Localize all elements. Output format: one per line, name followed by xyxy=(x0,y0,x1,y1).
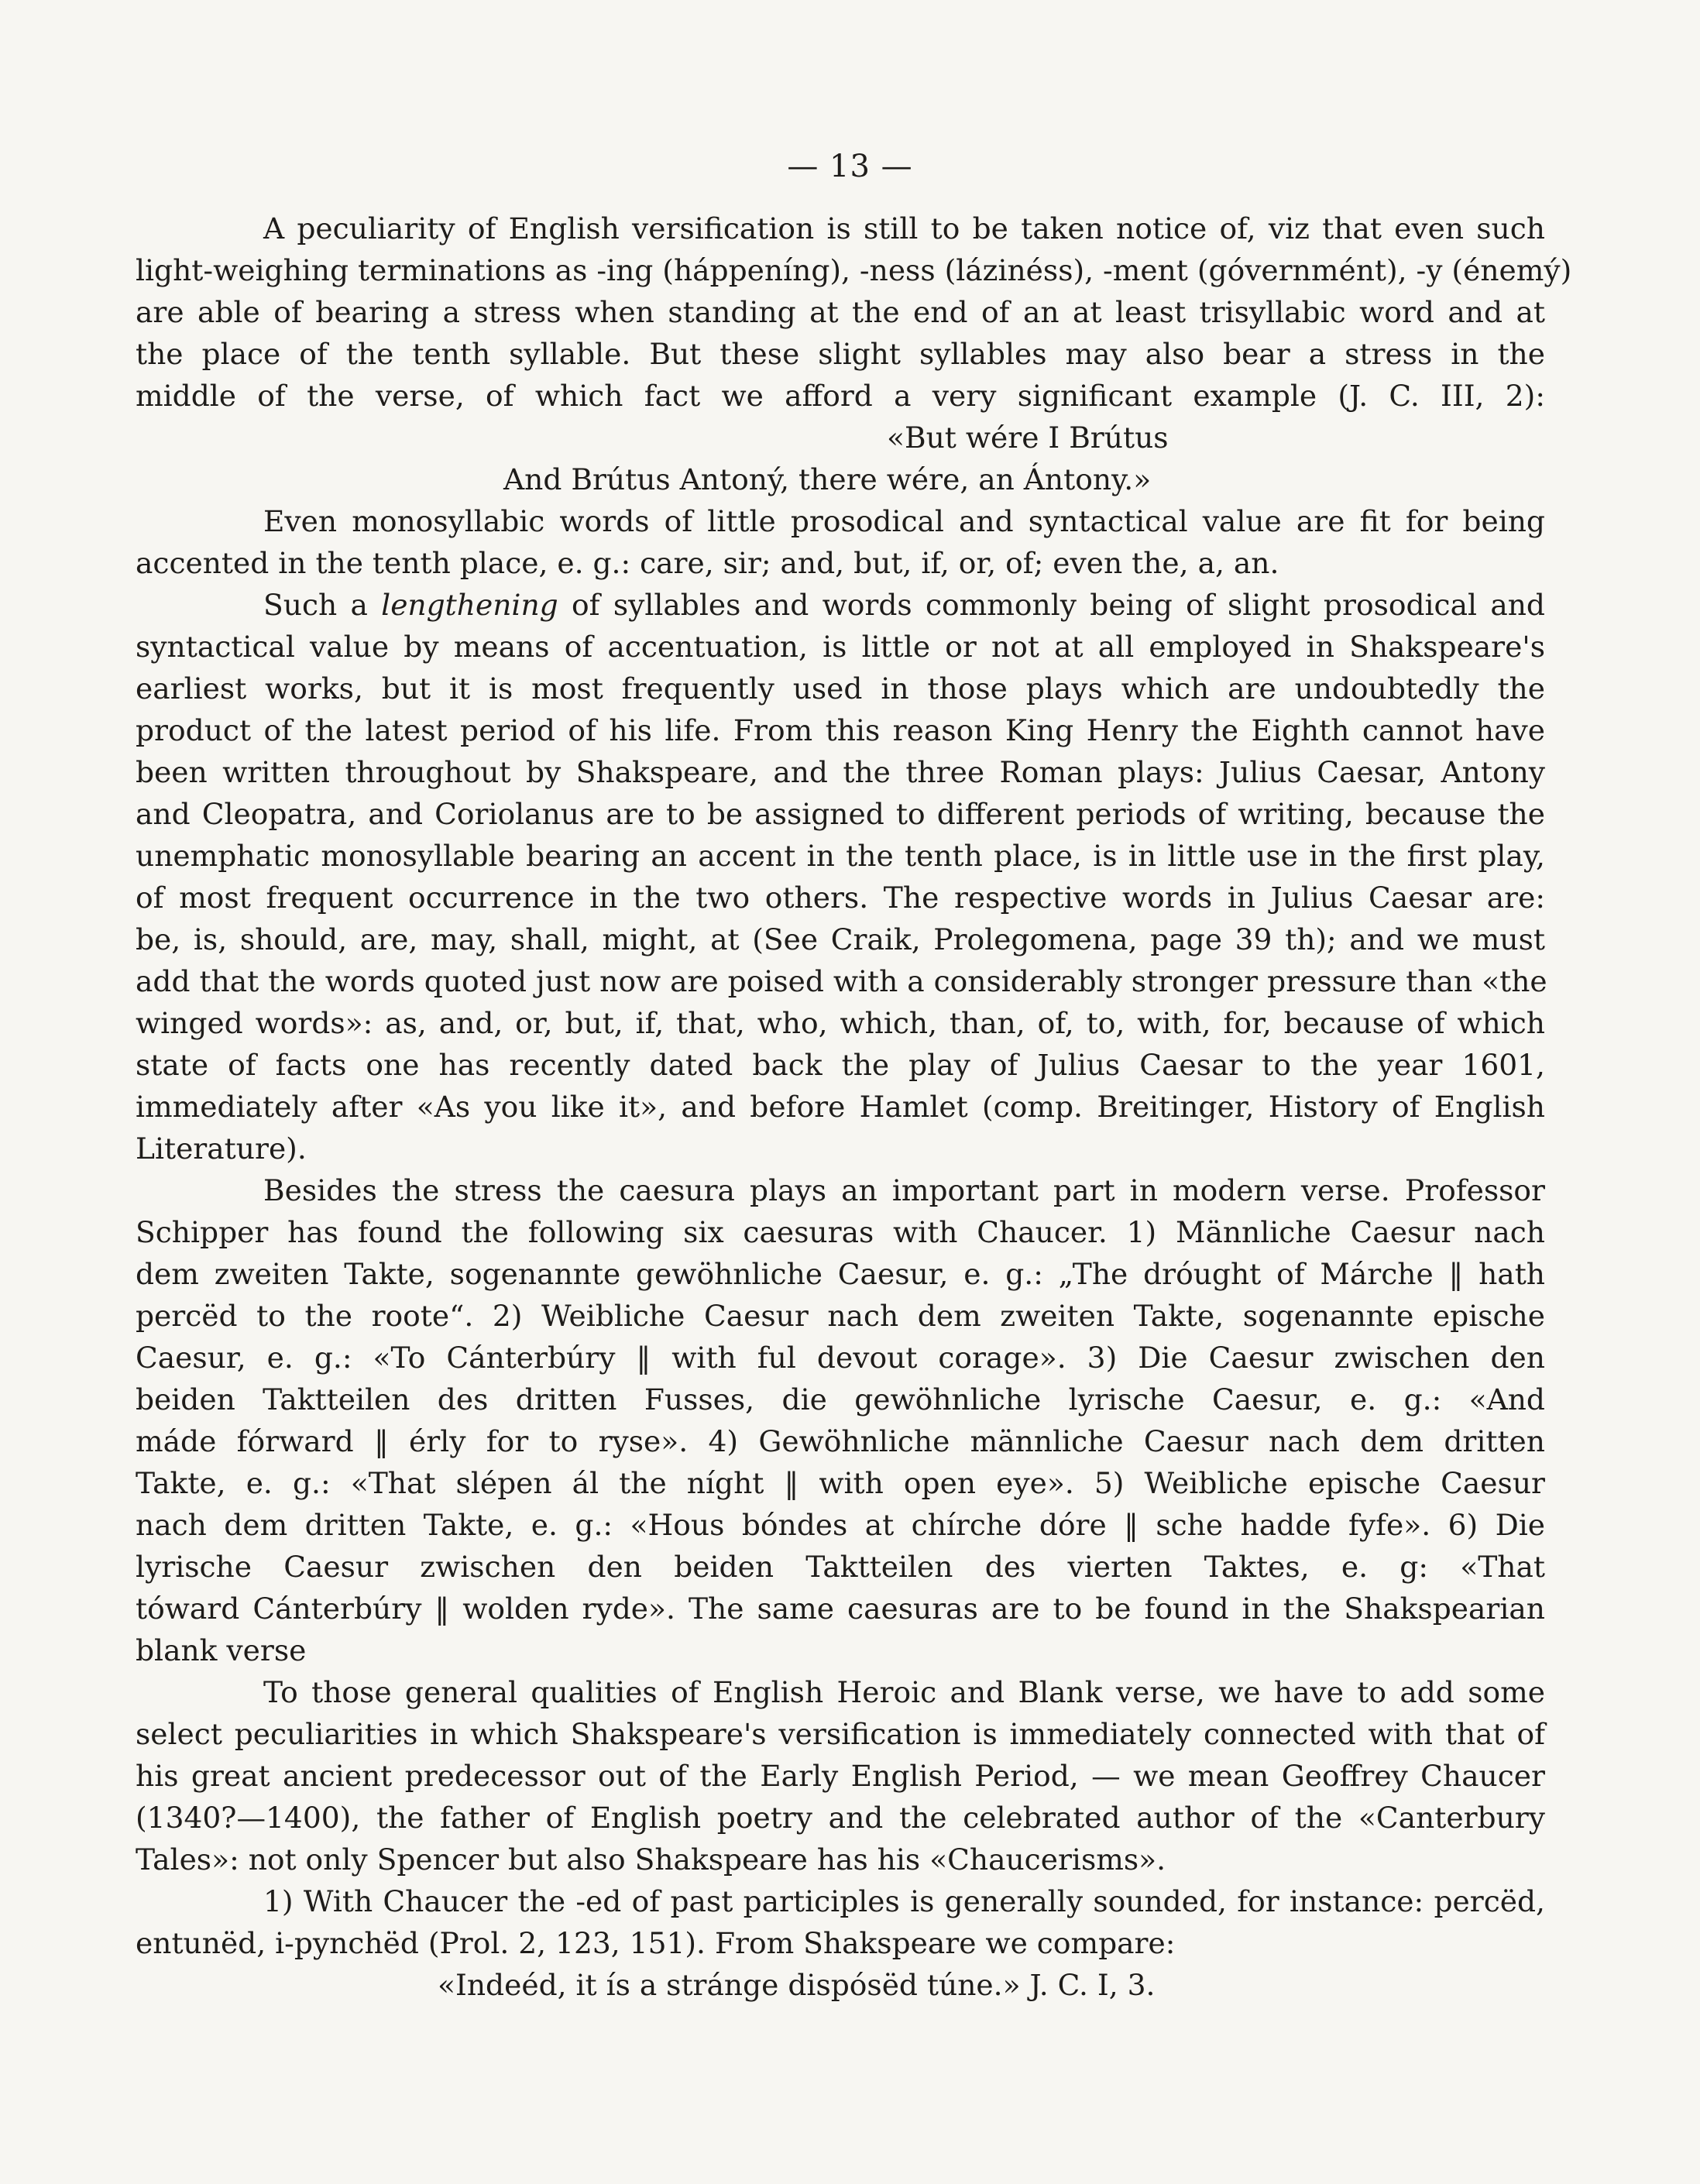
text-line: of most frequent occurrence in the two others. The respective words in Julius Caesar are: xyxy=(136,881,1545,915)
text-line: Literature). xyxy=(136,1131,307,1166)
text-line: lyrische Caesur zwischen den beiden Taktteilen des vierten Taktes, e. g: «That xyxy=(136,1550,1545,1584)
emphasis: lengthening xyxy=(381,588,558,622)
text-line: entunëd, i-pynchëd (Prol. 2, 123, 151). From Shakspeare we compare: xyxy=(136,1926,1176,1960)
text-line: 1) With Chaucer the -ed of past participles is generally sounded, for instance: percëd, xyxy=(263,1884,1545,1918)
text-line: syntactical value by means of accentuation, is little or not at all employed in Shakspeare's xyxy=(136,630,1545,664)
page-number: — 13 — xyxy=(787,149,913,184)
text-line: Tales»: not only Spencer but also Shakspeare has his «Chaucerisms». xyxy=(136,1842,1166,1877)
text-line: select peculiarities in which Shakspeare's versification is immediately connected with that of xyxy=(136,1717,1545,1751)
text-line: product of the latest period of his life. From this reason King Henry the Eighth cannot have xyxy=(136,713,1545,747)
text-line: middle of the verse, of which fact we afford a very significant example (J. C. III, 2): xyxy=(136,379,1545,413)
text-line: and Cleopatra, and Coriolanus are to be assigned to different periods of writing, because the xyxy=(136,797,1545,831)
text-line: the place of the tenth syllable. But these slight syllables may also bear a stress in the xyxy=(136,337,1545,371)
text-line: blank verse xyxy=(136,1633,307,1667)
text-line: To those general qualities of English Heroic and Blank verse, we have to add some xyxy=(263,1675,1545,1709)
text-line: tóward Cánterbúry ‖ wolden ryde». The same caesuras are to be found in the Shakspearian xyxy=(136,1592,1545,1626)
text-line: Such a lengthening of syllables and words commonly being of slight prosodical and xyxy=(263,588,1545,622)
text-line: dem zweiten Takte, sogenannte gewöhnliche Caesur, e. g.: „The dróught of Márche ‖ hath xyxy=(136,1257,1545,1291)
text-line: been written throughout by Shakspeare, and the three Roman plays: Julius Caesar, Antony xyxy=(136,755,1545,789)
text-line: A peculiarity of English versification is still to be taken notice of, viz that even such xyxy=(263,211,1545,246)
text-line: state of facts one has recently dated back the play of Julius Caesar to the year 1601, xyxy=(136,1048,1545,1082)
body-text xyxy=(136,208,1572,2006)
text-line: add that the words quoted just now are poised with a considerably stronger pressure than «the xyxy=(136,964,1547,998)
text-line: are able of bearing a stress when standing at the end of an at least trisyllabic word and at xyxy=(136,295,1545,329)
text-line: his great ancient predecessor out of the Early English Period, — we mean Geoffrey Chaucer xyxy=(136,1759,1545,1793)
verse-line: «But wére I Brútus xyxy=(887,421,1169,455)
verse-line: And Brútus Antoný, there wére, an Ántony.» xyxy=(503,462,1152,496)
text-line: Schipper has found the following six caesuras with Chaucer. 1) Männliche Caesur nach xyxy=(136,1215,1545,1249)
text-line: be, is, should, are, may, shall, might, at (See Craik, Prolegomena, page 39 th); and we must xyxy=(136,922,1545,956)
verse-line: «Indeéd, it ís a stránge dispósëd túne.» J. C. I, 3. xyxy=(438,1968,1156,2002)
text-line: earliest works, but it is most frequently used in those plays which are undoubtedly the xyxy=(136,671,1545,706)
text-line: (1340?—1400), the father of English poetry and the celebrated author of the «Canterbury xyxy=(136,1801,1545,1835)
text-line: immediately after «As you like it», and before Hamlet (comp. Breitinger, History of English xyxy=(136,1090,1545,1124)
text-line: Even monosyllabic words of little prosodical and syntactical value are fit for being xyxy=(263,504,1545,538)
text-line: Besides the stress the caesura plays an important part in modern verse. Professor xyxy=(263,1173,1545,1207)
text-line: accented in the tenth place, e. g.: care, sir; and, but, if, or, of; even the, a, an. xyxy=(136,546,1279,580)
text-line: nach dem dritten Takte, e. g.: «Hous bóndes at chírche dóre ‖ sche hadde fyfe». 6) Die xyxy=(136,1508,1545,1542)
text-line: unemphatic monosyllable bearing an accent in the tenth place, is in little use in the first play, xyxy=(136,839,1545,873)
text-line: Takte, e. g.: «That slépen ál the níght ‖ with open eye». 5) Weibliche epische Caesur xyxy=(136,1466,1545,1500)
text-line: máde fórward ‖ érly for to ryse». 4) Gewöhnliche männliche Caesur nach dem dritten xyxy=(136,1424,1545,1458)
text-line: light-weighing terminations as -ing (háppeníng), -ness (lázinéss), -ment (góvernmént), -y (énemý) xyxy=(136,253,1572,287)
text-line: Caesur, e. g.: «To Cánterbúry ‖ with ful devout corage». 3) Die Caesur zwischen den xyxy=(136,1341,1545,1375)
text-line: beiden Taktteilen des dritten Fusses, die gewöhnliche lyrische Caesur, e. g.: «And xyxy=(136,1382,1545,1417)
text-line: percëd to the roote“. 2) Weibliche Caesur nach dem zweiten Takte, sogenannte epische xyxy=(136,1299,1545,1333)
text-line: winged words»: as, and, or, but, if, that, who, which, than, of, to, with, for, because of which xyxy=(136,1006,1545,1040)
